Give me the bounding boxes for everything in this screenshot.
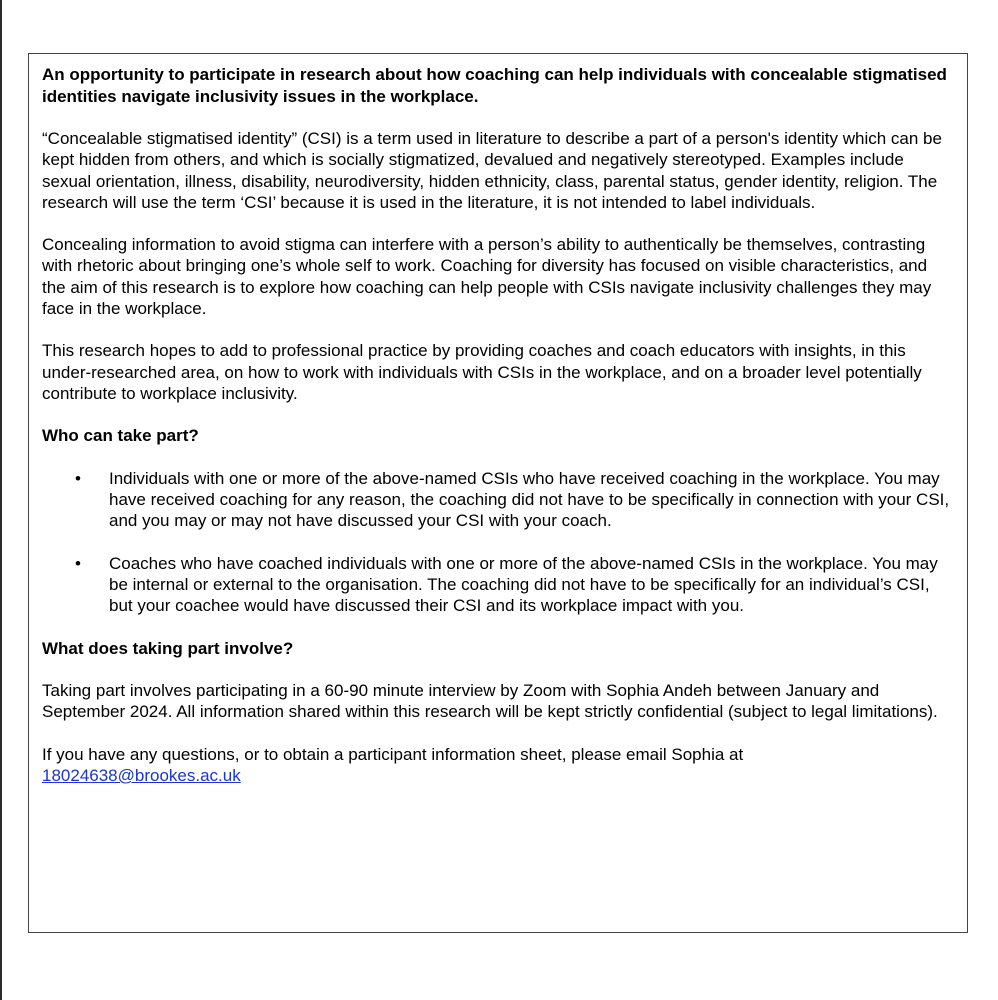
page-edge-line [0,0,2,1000]
bullet-icon: • [75,553,81,573]
concealing-paragraph: Concealing information to avoid stigma can interfere with a person’s ability to authentically be themselves, contrasting with rhetoric about bringing one’s whole self to work. Coaching for diversity has focused on visible characteristics, and the aim of this research is to explore how coaching can help people with CSIs navigate inclusivity challenges they may face in the workplace. [42,235,932,319]
contact-paragraph [42,744,955,787]
document-box [28,53,968,933]
email-link[interactable]: 18024638@brookes.ac.uk [42,765,241,785]
list-item-text: Coaches who have coached individuals with one or more of the above-named CSIs in the workplace. You may be internal or external to the organisation. The coaching did not have to be specifically for an individual’s CSI, but your coachee would have discussed their CSI and its workplace impact with you. [109,553,938,616]
document-heading: An opportunity to participate in research about how coaching can help individuals with concealable stigmatised identities navigate inclusivity issues in the workplace. [42,65,947,106]
eligibility-list [42,468,955,617]
what-does-taking-part-involve-title: What does taking part involve? [42,638,294,658]
bullet-icon: • [75,468,81,488]
contact-text: If you have any questions, or to obtain a participant information sheet, please email Sophia at [42,744,744,764]
who-can-take-part-title: Who can take part? [42,426,199,446]
involvement-paragraph: Taking part involves participating in a 60-90 minute interview by Zoom with Sophia Andeh between January and September 2024. All information shared within this research will be kept strictly confidential (subject to legal limitations). [42,681,938,722]
list-item-text: Individuals with one or more of the above-named CSIs who have received coaching in the workplace. You may have received coaching for any reason, the coaching did not have to be specifically in connection with your CSI, and you may or may not have discussed your CSI with your coach. [109,468,950,531]
research-aim-paragraph: This research hopes to add to professional practice by providing coaches and coach educators with insights, in this under-researched area, on how to work with individuals with CSIs in the workplace, and on a broader level potentially contribute to workplace inclusivity. [42,341,922,403]
list-item [42,553,955,617]
list-item [42,468,955,532]
csi-definition-paragraph: “Concealable stigmatised identity” (CSI) is a term used in literature to describe a part of a person's identity which can be kept hidden from others, and which is socially stigmatized, devalued and negatively stereotyped. Examples include sexual orientation, illness, disability, neurodiversity, hidden ethnicity, class, parental status, gender identity, religion. The research will use the term ‘CSI’ because it is used in the literature, it is not intended to label individuals. [42,129,942,212]
